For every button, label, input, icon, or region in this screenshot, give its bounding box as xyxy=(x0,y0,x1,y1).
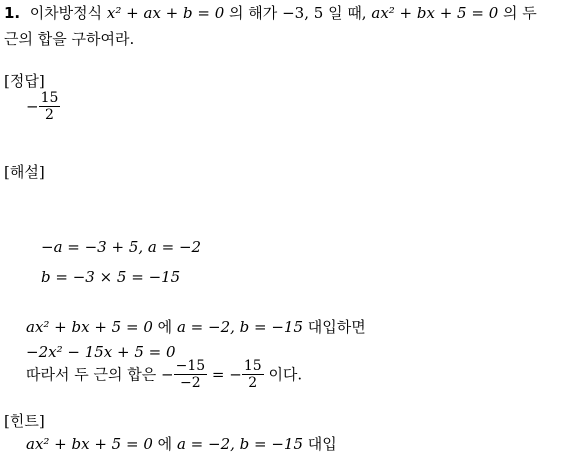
answer-denominator: 2 xyxy=(45,107,54,123)
problem-line-2: 근의 합을 구하여라. xyxy=(4,30,135,48)
problem-text-b: 의 해가 xyxy=(229,4,278,22)
problem-number: 1. xyxy=(4,4,21,22)
answer-numerator: 15 xyxy=(40,90,59,106)
solution-end-text: 이다. xyxy=(268,365,303,384)
answer-heading: [정답] xyxy=(4,72,45,90)
solution-text-b: 대입하면 xyxy=(307,318,366,336)
answer-fraction xyxy=(39,90,61,123)
solution-equation: ax² + bx + 5 = 0 xyxy=(26,318,153,336)
solution-fraction-1 xyxy=(174,358,208,391)
problem-roots: −3, 5 xyxy=(282,4,324,22)
problem-equation-1: x² + ax + b = 0 xyxy=(106,4,225,22)
solution-text-a: 에 xyxy=(157,318,173,336)
solution-line-4: −2x² − 15x + 5 = 0 xyxy=(26,343,176,361)
hint-text-a: 에 xyxy=(157,435,173,453)
answer-value xyxy=(26,90,60,123)
solution-fraction-2-denominator: 2 xyxy=(248,375,258,391)
solution-fraction-1-denominator: −2 xyxy=(180,375,201,391)
solution-equals: = − xyxy=(211,365,242,384)
solution-line-1: −a = −3 + 5, a = −2 xyxy=(41,238,202,256)
solution-heading: [해설] xyxy=(4,163,45,181)
problem-text-d: 의 두 xyxy=(503,4,537,22)
solution-fraction-2-numerator: 15 xyxy=(243,358,262,374)
solution-line-2: b = −3 × 5 = −15 xyxy=(41,268,181,286)
hint-values: a = −2, b = −15 xyxy=(176,435,304,453)
solution-values: a = −2, b = −15 xyxy=(176,318,304,336)
solution-fraction-2 xyxy=(242,358,264,391)
solution-fraction-1-numerator: −15 xyxy=(175,358,206,374)
problem-line-1 xyxy=(4,4,537,22)
problem-text-a: 이차방정식 xyxy=(29,4,103,22)
problem-text-c: 일 때, xyxy=(328,4,367,22)
solution-line-5: 따라서 두 근의 합은 − $\frac{-15}{-2}$ = − $\frac{15}{2}$ 이다. xyxy=(26,358,303,391)
solution-line-3 xyxy=(26,318,366,336)
solution-sum-text: 따라서 두 근의 합은 xyxy=(26,365,157,384)
answer-sign: − xyxy=(26,97,39,116)
hint-heading: [힌트] xyxy=(4,412,45,430)
hint-text-b: 대입 xyxy=(307,435,337,453)
hint-equation: ax² + bx + 5 = 0 xyxy=(26,435,153,453)
problem-equation-2: ax² + bx + 5 = 0 xyxy=(371,4,499,22)
hint-line-1 xyxy=(26,435,337,453)
